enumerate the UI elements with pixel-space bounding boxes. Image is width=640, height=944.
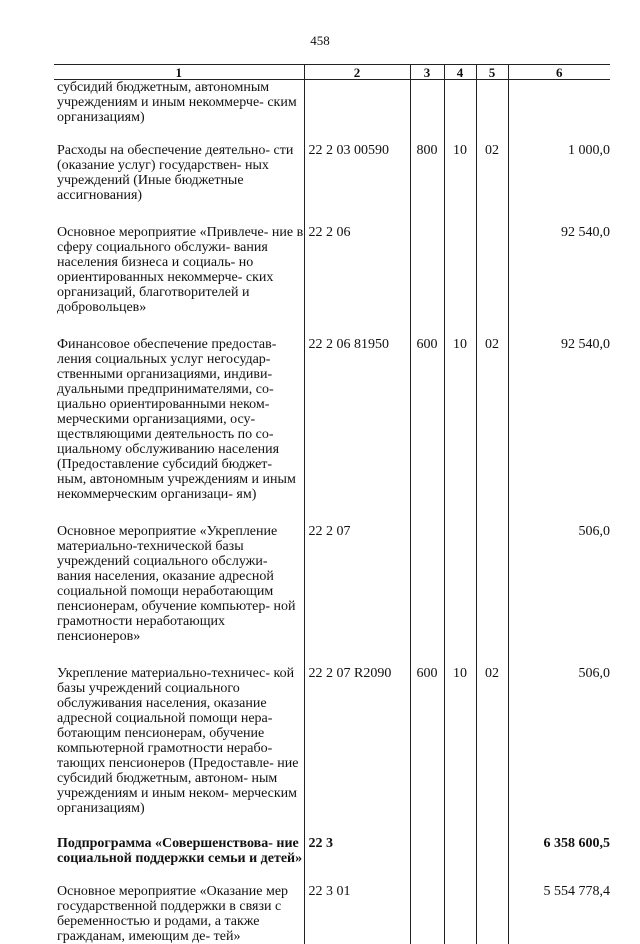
table-header-row <box>54 65 610 80</box>
row-col5-cell <box>476 524 508 666</box>
row-name-cell: Расходы на обеспечение деятельно- сти (оказание услуг) государствен- ных учреждений (Иные бюджетные ассигнования) <box>54 143 304 225</box>
row-col3-cell <box>410 836 444 884</box>
table-row <box>54 836 610 884</box>
header-col-2: 2 <box>304 65 410 80</box>
row-col3-cell <box>410 524 444 666</box>
row-col5-cell: 02 <box>476 143 508 225</box>
row-col4-cell <box>444 836 476 884</box>
row-code-cell: 22 2 03 00590 <box>304 143 410 225</box>
page-number: 458 <box>0 33 640 49</box>
row-col3-cell <box>410 225 444 337</box>
row-name-cell: Подпрограмма «Совершенствова- ние социальной поддержки семьи и детей» <box>54 836 304 884</box>
row-col4-cell <box>444 524 476 666</box>
row-amount-cell: 5 554 778,4 <box>508 884 610 944</box>
row-col4-cell <box>444 80 476 144</box>
header-col-3: 3 <box>410 65 444 80</box>
row-code-cell: 22 3 <box>304 836 410 884</box>
row-col5-cell: 02 <box>476 666 508 836</box>
row-col5-cell <box>476 836 508 884</box>
table-row <box>54 666 610 836</box>
row-amount-cell: 6 358 600,5 <box>508 836 610 884</box>
row-col3-cell <box>410 80 444 144</box>
row-col3-cell <box>410 884 444 944</box>
table-row <box>54 884 610 944</box>
row-col3-cell: 600 <box>410 337 444 524</box>
row-col4-cell: 10 <box>444 143 476 225</box>
table-row <box>54 337 610 524</box>
row-code-cell: 22 2 07 R2090 <box>304 666 410 836</box>
row-col4-cell: 10 <box>444 337 476 524</box>
row-amount-cell: 506,0 <box>508 524 610 666</box>
row-col5-cell: 02 <box>476 337 508 524</box>
row-name-cell: Основное мероприятие «Укрепление материально-технической базы учреждений социального обслужи- вания населения, оказание адресной социальной помощи неработающим пенсионерам, обучение компьютер- ной грамотности неработающих пенсионеров» <box>54 524 304 666</box>
row-col3-cell: 800 <box>410 143 444 225</box>
header-col-1: 1 <box>54 65 304 80</box>
row-amount-cell <box>508 80 610 144</box>
table-row <box>54 143 610 225</box>
row-code-cell: 22 2 06 <box>304 225 410 337</box>
table-body <box>54 80 610 944</box>
row-name-cell: субсидий бюджетным, автономным учреждениям и иным некоммерче- ским организациям) <box>54 80 304 144</box>
row-col4-cell <box>444 884 476 944</box>
row-col5-cell <box>476 80 508 144</box>
row-col3-cell: 600 <box>410 666 444 836</box>
row-name-cell: Финансовое обеспечение предостав- ления социальных услуг негосудар- ственными организациями, индиви- дуальными предпринимателями, со- циально ориентированными неком- мерческими организациями, осу- ществляющими деятельность по со- циальному обслуживанию населения (Предоставление субсидий бюджет- ным, автономным учреждениям и иным некоммерческим организаци- ям) <box>54 337 304 524</box>
header-col-5: 5 <box>476 65 508 80</box>
row-name-cell: Основное мероприятие «Оказание мер государственной поддержки в связи с беременностью и родами, а также гражданам, имеющим де- тей» <box>54 884 304 944</box>
row-code-cell: 22 2 07 <box>304 524 410 666</box>
header-col-6: 6 <box>508 65 610 80</box>
row-amount-cell: 506,0 <box>508 666 610 836</box>
row-name-cell: Основное мероприятие «Привлече- ние в сферу социального обслужи- вания населения бизнеса и социаль- но ориентированных некоммерче- ских организаций, благотворителей и добровольцев» <box>54 225 304 337</box>
budget-table <box>54 64 610 944</box>
row-code-cell <box>304 80 410 144</box>
row-col5-cell <box>476 884 508 944</box>
row-amount-cell: 92 540,0 <box>508 337 610 524</box>
row-name-cell: Укрепление материально-техничес- кой базы учреждений социального обслуживания населения, оказание адресной социальной помощи нера- ботающим пенсионерам, обучение компьютерной грамотности нерабо- тающих пенсионеров (Предоставле- ние субсидий бюджетным, автоном- ным учреждениям и иным неком- мерческим организациям) <box>54 666 304 836</box>
row-col4-cell <box>444 225 476 337</box>
row-code-cell: 22 3 01 <box>304 884 410 944</box>
row-code-cell: 22 2 06 81950 <box>304 337 410 524</box>
row-amount-cell: 1 000,0 <box>508 143 610 225</box>
table-row <box>54 524 610 666</box>
row-col5-cell <box>476 225 508 337</box>
table-row <box>54 80 610 144</box>
row-col4-cell: 10 <box>444 666 476 836</box>
header-col-4: 4 <box>444 65 476 80</box>
table-row <box>54 225 610 337</box>
row-amount-cell: 92 540,0 <box>508 225 610 337</box>
